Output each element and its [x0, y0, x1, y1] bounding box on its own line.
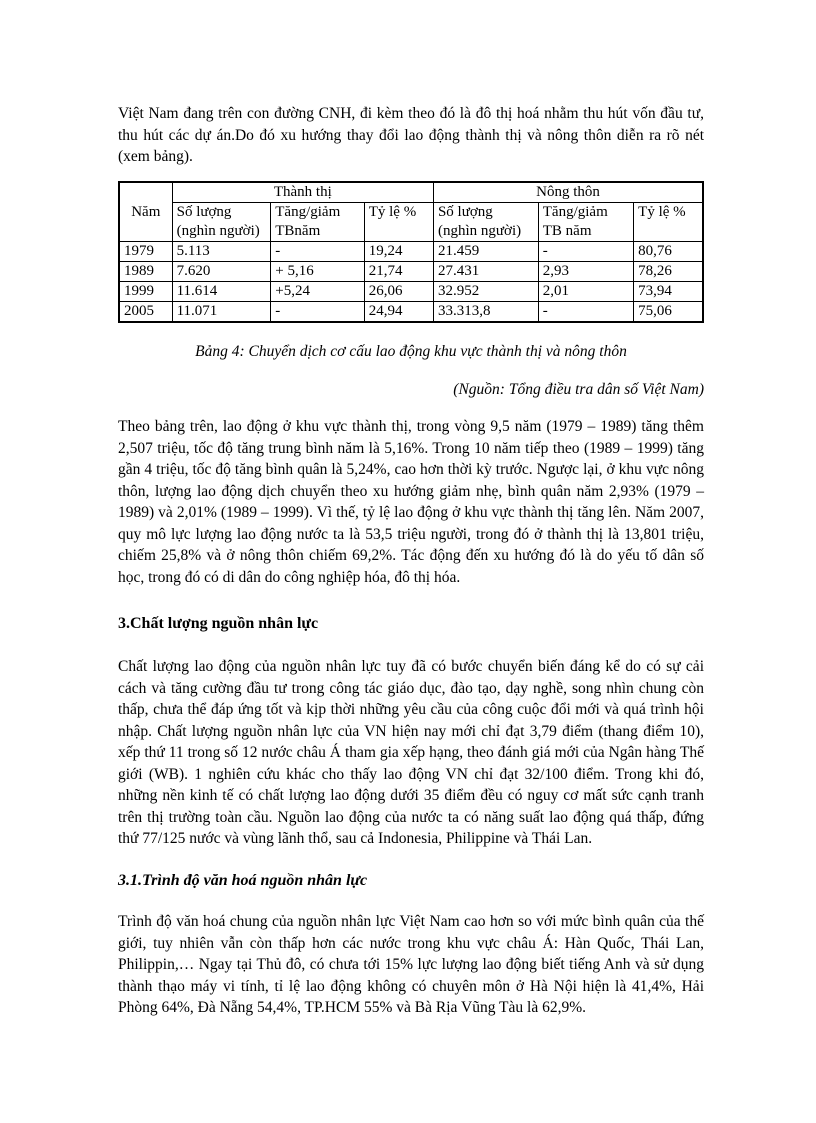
rural-ratio-header: Tỷ lệ % — [634, 203, 703, 242]
rural-count-header: Số lượng (nghìn người) — [433, 203, 538, 242]
quality-paragraph: Chất lượng lao động của nguồn nhân lực tuy đã có bước chuyển biến đáng kể do có sự cải cách và tăng cường đầu tư trong công tác giáo dục, đào tạo, dạy nghề, song nhìn chung còn thấp, chưa thể đáp ứng tốt và kịp thời những yêu cầu của công cuộc đổi mới và quá trình hội nhập. Chất lượng nguồn nhân lực của VN hiện nay mới chỉ đạt 3,79 điểm (thang điểm 10), xếp thứ 11 trong số 12 nước châu Á tham gia xếp hạng, theo đánh giá mới của Ngân hàng Thế giới (WB). 1 nghiên cứu khác cho thấy lao động VN chỉ đạt 32/100 điểm. Trong khi đó, những nền kinh tế có chất lượng lao động dưới 35 điểm đều có nguy cơ mất sức cạnh tranh trên thị trường toàn cầu. Nguồn lao động của nước ta có năng suất lao động quá thấp, đứng thứ 77/125 nước và vùng lãnh thổ, sau cả Indonesia, Philippine và Thái Lan. — [118, 658, 704, 847]
rural-ratio-cell: 75,06 — [634, 302, 703, 323]
rural-count-cell: 21.459 — [433, 242, 538, 262]
table-row — [119, 302, 703, 323]
rural-count-cell: 33.313,8 — [433, 302, 538, 323]
year-cell: 2005 — [119, 302, 172, 323]
urban-change-cell: - — [271, 242, 364, 262]
urban-change-cell: - — [271, 302, 364, 323]
rural-change-cell: 2,93 — [538, 262, 633, 282]
urban-ratio-cell: 21,74 — [364, 262, 433, 282]
rural-change-header: Tăng/giảm TB năm — [538, 203, 633, 242]
urban-count-cell: 7.620 — [172, 262, 271, 282]
table-row — [119, 242, 703, 262]
urban-count-cell: 11.614 — [172, 282, 271, 302]
analysis-paragraph: Theo bảng trên, lao động ở khu vực thành thị, trong vòng 9,5 năm (1979 – 1989) tăng thêm 2,507 triệu, tốc độ tăng trung bình năm là 5,16%. Trong 10 năm tiếp theo (1989 – 1999) tăng gần 4 triệu, tốc độ tăng bình quân là 5,24%, cao hơn thời kỳ trước. Ngược lại, ở khu vực nông thôn, lượng lao động dịch chuyển theo xu hướng giảm nhẹ, bình quân năm 2,93% (1979 – 1989) và 2,01% (1989 – 1999). Vì thế, tỷ lệ lao động ở khu vực thành thị tăng lên. Năm 2007, quy mô lực lượng lao động nước ta là 53,5 triệu người, trong đó ở thành thị là 13,801 triệu, chiếm 25,8% và ở nông thôn chiếm 69,2%. Tác động đến xu hướng đó là do yếu tố dân số học, trong đó có di dân do công nghiệp hóa, đô thị hóa. — [118, 418, 704, 586]
urban-change-cell: + 5,16 — [271, 262, 364, 282]
urban-change-header: Tăng/giảm TBnăm — [271, 203, 364, 242]
urban-count-header: Số lượng (nghìn người) — [172, 203, 271, 242]
rural-count-cell: 27.431 — [433, 262, 538, 282]
table-row — [119, 262, 703, 282]
year-cell: 1979 — [119, 242, 172, 262]
table-source: (Nguồn: Tổng điều tra dân số Việt Nam) — [453, 381, 704, 398]
table-caption: Bảng 4: Chuyển dịch cơ cấu lao động khu vực thành thị và nông thôn — [195, 343, 627, 360]
education-paragraph: Trình độ văn hoá chung của nguồn nhân lực Việt Nam cao hơn so với mức bình quân của thế giới, tuy nhiên vẫn còn thấp hơn các nước trong khu vực châu Á: Hàn Quốc, Thái Lan, Philippin,… Ngay tại Thủ đô, có chưa tới 15% lực lượng lao động biết tiếng Anh và sử dụng thành thạo máy vi tính, tỉ lệ lao động không có chuyên môn ở Hà Nội hiện là 41,4%, Hải Phòng 64%, Đà Nẵng 54,4%, TP.HCM 55% và Bà Rịa Vũng Tàu là 62,9%. — [118, 913, 704, 1016]
intro-paragraph: Việt Nam đang trên con đường CNH, đi kèm theo đó là đô thị hoá nhằm thu hút vốn đầu tư, thu hút các dự án.Do đó xu hướng thay đổi lao động thành thị và nông thôn diễn ra rõ nét (xem bảng). — [118, 105, 704, 165]
rural-count-cell: 32.952 — [433, 282, 538, 302]
urban-change-cell: +5,24 — [271, 282, 364, 302]
section-heading-3-1: 3.1.Trình độ văn hoá nguồn nhân lực — [118, 872, 368, 889]
labor-table — [118, 181, 704, 323]
urban-count-cell: 5.113 — [172, 242, 271, 262]
rural-change-cell: - — [538, 242, 633, 262]
urban-ratio-header: Tỷ lệ % — [364, 203, 433, 242]
year-cell: 1989 — [119, 262, 172, 282]
table-row — [119, 282, 703, 302]
rural-change-cell: 2,01 — [538, 282, 633, 302]
section-heading-3: 3.Chất lượng nguồn nhân lực — [118, 615, 319, 632]
rural-change-cell: - — [538, 302, 633, 323]
table-header-row — [119, 182, 703, 203]
table-subheader-row — [119, 203, 703, 242]
rural-ratio-cell: 73,94 — [634, 282, 703, 302]
rural-header: Nông thôn — [433, 182, 703, 203]
year-cell: 1999 — [119, 282, 172, 302]
urban-ratio-cell: 24,94 — [364, 302, 433, 323]
urban-ratio-cell: 26,06 — [364, 282, 433, 302]
rural-ratio-cell: 80,76 — [634, 242, 703, 262]
urban-ratio-cell: 19,24 — [364, 242, 433, 262]
year-header: Năm — [119, 182, 172, 242]
urban-header: Thành thị — [172, 182, 433, 203]
urban-count-cell: 11.071 — [172, 302, 271, 323]
rural-ratio-cell: 78,26 — [634, 262, 703, 282]
